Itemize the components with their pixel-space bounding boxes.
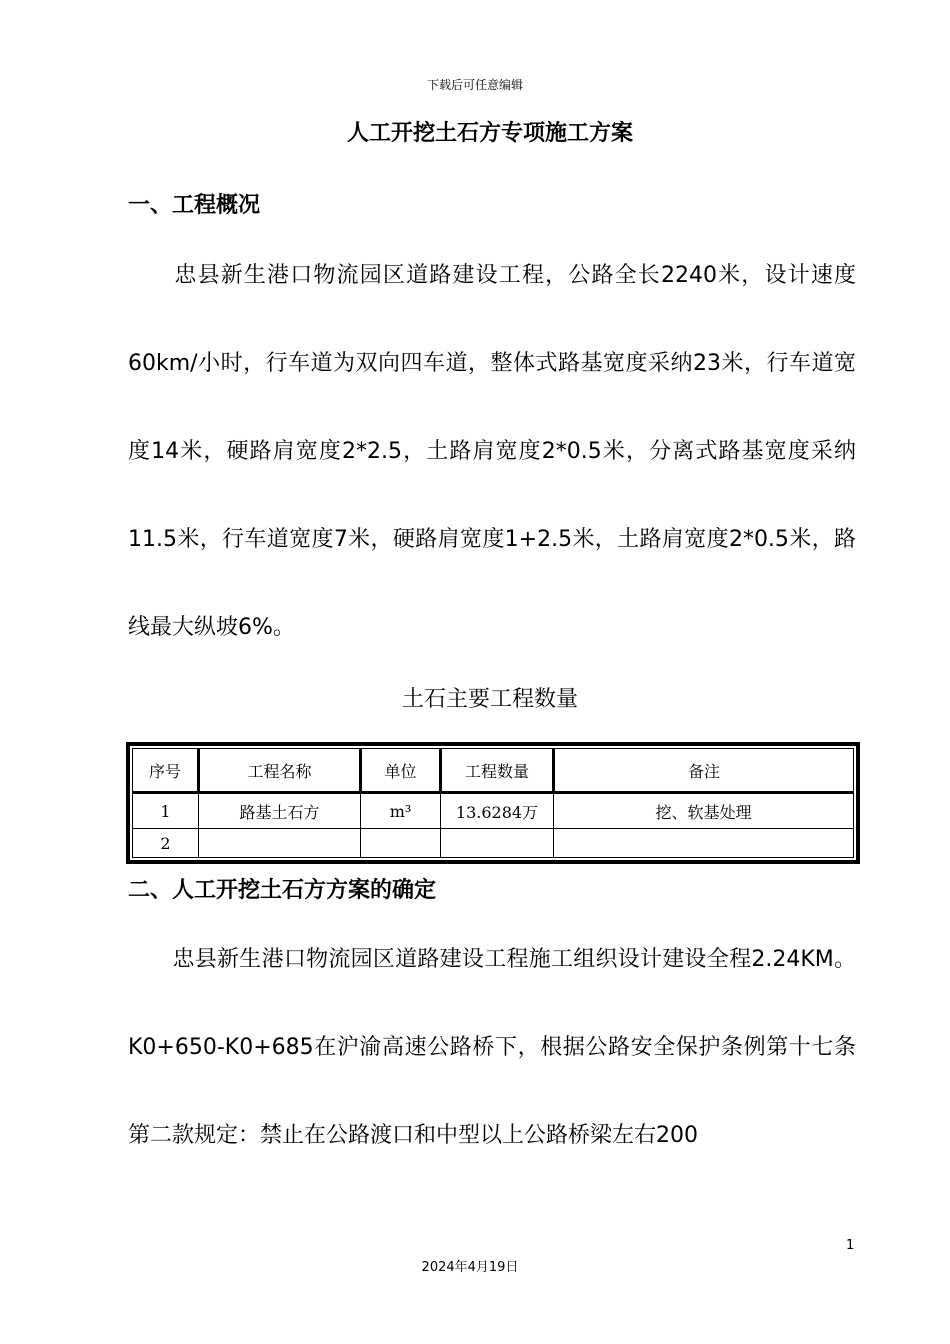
section-heading-overview: 一、工程概况 <box>128 193 261 218</box>
table-cell <box>361 829 441 858</box>
table-header-row <box>133 749 854 793</box>
quantity-table <box>132 748 854 858</box>
header-cell-remark: 备注 <box>554 749 854 793</box>
table-cell <box>441 829 554 858</box>
table-cell: 挖、软基处理 <box>554 793 854 829</box>
table-row <box>133 829 854 858</box>
header-cell-index: 序号 <box>133 749 199 793</box>
header-cell-quantity: 工程数量 <box>441 749 554 793</box>
header-cell-unit: 单位 <box>361 749 441 793</box>
table-row <box>133 793 854 829</box>
plan-paragraph: 忠县新生港口物流园区道路建设工程施工组织设计建设全程2.24KM。K0+650-K0+685在沪渝高速公路桥下，根据公路安全保护条例第十七条第二款规定：禁止在公路渡口和中型以上公路桥梁左右200 <box>128 947 856 1148</box>
section-heading-plan: 二、人工开挖土石方方案的确定 <box>128 878 437 903</box>
table-cell: 13.6284万 <box>441 793 554 829</box>
quantity-table-frame <box>126 742 860 864</box>
page-number: 1 <box>846 1238 855 1253</box>
table-cell: 2 <box>133 829 199 858</box>
header-cell-name: 工程名称 <box>199 749 361 793</box>
document-title: 人工开挖土石方专项施工方案 <box>346 121 633 146</box>
table-cell: 1 <box>133 793 199 829</box>
overview-paragraph: 忠县新生港口物流园区道路建设工程，公路全长2240米，设计速度60km/小时，行车道为双向四车道，整体式路基宽度采纳23米，行车道宽度14米，硬路肩宽度2*2.5，土路肩宽度2*0.5米，分离式路基宽度采纳11.5米，行车道宽度7米，硬路肩宽度1+2.5米，土路肩宽度2*0.5米，路线最大纵坡6%。 <box>128 263 856 640</box>
header-note: 下载后可任意编辑 <box>426 78 523 92</box>
table-cell <box>554 829 854 858</box>
table-cell: m³ <box>361 793 441 829</box>
table-cell <box>199 829 361 858</box>
table-title: 土石主要工程数量 <box>401 687 578 712</box>
table-cell: 路基土石方 <box>199 793 361 829</box>
footer-date: 2024年4月19日 <box>421 1260 519 1275</box>
